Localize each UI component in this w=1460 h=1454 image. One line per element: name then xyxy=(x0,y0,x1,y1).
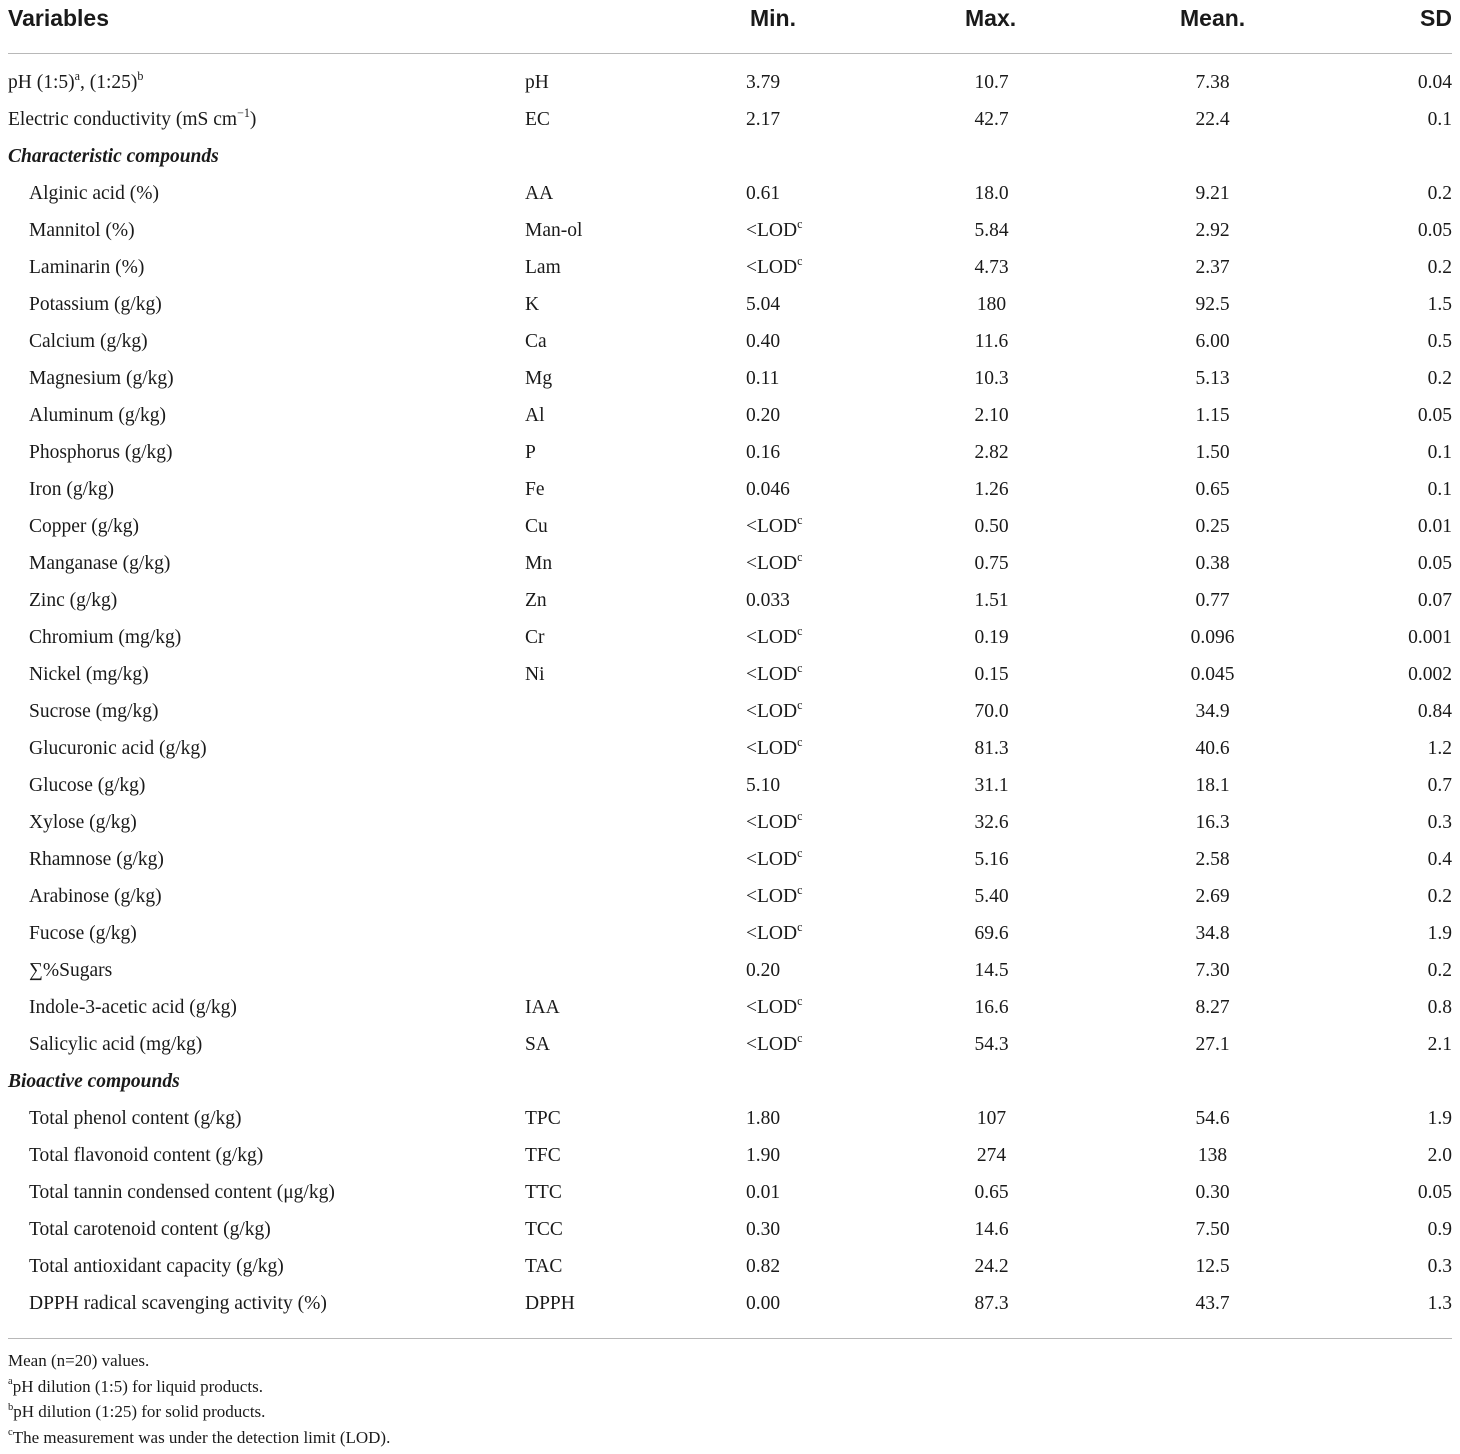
min-value: $<LOD^c$ xyxy=(746,882,803,907)
sd-value: 0.2 xyxy=(1427,368,1452,389)
max-value: 1.51 xyxy=(974,590,1009,611)
max-value: 87.3 xyxy=(974,1293,1009,1314)
min-value: 0.11 xyxy=(746,368,780,389)
min-value: 0.40 xyxy=(746,331,781,352)
max-value: 54.3 xyxy=(974,1034,1009,1055)
variable-abbreviation: TTC xyxy=(525,1182,562,1203)
max-value: 2.10 xyxy=(974,405,1009,426)
variable-name: Indole-3-acetic acid (g/kg) xyxy=(29,997,237,1018)
variable-abbreviation: Cu xyxy=(525,516,548,537)
table-row xyxy=(0,1212,1460,1249)
max-value: 70.0 xyxy=(974,701,1009,722)
mean-value: 92.5 xyxy=(1195,294,1230,315)
sd-value: 0.4 xyxy=(1427,849,1452,870)
footnote-mark: c xyxy=(8,1427,13,1439)
lod-footnote-mark: c xyxy=(797,845,803,860)
sd-value: 0.001 xyxy=(1408,627,1452,648)
section-characteristic-title: Characteristic compounds xyxy=(8,146,219,167)
table-row xyxy=(0,65,1460,102)
table-row xyxy=(0,879,1460,916)
mean-value: 18.1 xyxy=(1195,775,1230,796)
max-value: 10.3 xyxy=(974,368,1009,389)
variable-name: Mannitol (%) xyxy=(29,220,135,241)
lod-footnote-mark: c xyxy=(797,882,803,897)
variable-name: Nickel (mg/kg) xyxy=(29,664,149,685)
max-value: 5.16 xyxy=(974,849,1009,870)
min-value: $<LOD^c$ xyxy=(746,253,803,278)
min-value: $<LOD^c$ xyxy=(746,512,803,537)
sd-value: 2.1 xyxy=(1427,1034,1452,1055)
table-row xyxy=(0,1101,1460,1138)
variable-name: Laminarin (%) xyxy=(29,257,145,278)
header-sd: SD xyxy=(1420,5,1452,31)
mean-value: 5.13 xyxy=(1195,368,1230,389)
variable-name: Glucuronic acid (g/kg) xyxy=(29,738,207,759)
sd-value: 0.8 xyxy=(1427,997,1452,1018)
table-row xyxy=(0,1027,1460,1064)
min-value: 0.01 xyxy=(746,1182,781,1203)
lod-footnote-mark: c xyxy=(797,512,803,527)
mean-value: 7.30 xyxy=(1195,960,1230,981)
table-row xyxy=(0,694,1460,731)
variable-name: Alginic acid (%) xyxy=(29,183,159,204)
max-value: 107 xyxy=(976,1108,1007,1129)
mean-value: 27.1 xyxy=(1195,1034,1230,1055)
table-row xyxy=(0,287,1460,324)
footnote-mark: a xyxy=(74,68,80,83)
table-bottom-divider xyxy=(8,1338,1452,1339)
min-value: 3.79 xyxy=(746,72,781,93)
variable-name: Calcium (g/kg) xyxy=(29,331,148,352)
max-value: 14.6 xyxy=(974,1219,1009,1240)
mean-value: 43.7 xyxy=(1195,1293,1230,1314)
variable-abbreviation: Ni xyxy=(525,664,545,685)
variable-name: Aluminum (g/kg) xyxy=(29,405,167,426)
mean-value: 22.4 xyxy=(1195,109,1230,130)
table-row xyxy=(0,1175,1460,1212)
lod-footnote-mark: c xyxy=(797,216,803,231)
min-value: $<LOD^c$ xyxy=(746,549,803,574)
variable-abbreviation: Zn xyxy=(525,590,547,611)
mean-value: 6.00 xyxy=(1195,331,1230,352)
variable-name: Salicylic acid (mg/kg) xyxy=(29,1034,203,1055)
mean-value: 0.096 xyxy=(1190,627,1235,648)
variable-abbreviation: Man-ol xyxy=(525,220,583,241)
section-bioactive xyxy=(0,1064,1460,1101)
sd-value: 0.3 xyxy=(1427,812,1452,833)
sd-value: 1.3 xyxy=(1427,1293,1452,1314)
mean-value: 1.50 xyxy=(1195,442,1230,463)
variable-abbreviation: DPPH xyxy=(525,1293,575,1314)
variable-abbreviation: EC xyxy=(525,109,550,130)
table-row xyxy=(0,213,1460,250)
footnote-mark: b xyxy=(8,1401,14,1413)
table-row xyxy=(0,102,1460,139)
variable-name: Total carotenoid content (g/kg) xyxy=(29,1219,271,1240)
table-row xyxy=(0,768,1460,805)
sd-value: 0.9 xyxy=(1427,1219,1452,1240)
variable-name: Electric conductivity (mS $cm^{-1}$) xyxy=(8,105,257,130)
min-value: 0.30 xyxy=(746,1219,781,1240)
table-row xyxy=(0,472,1460,509)
mean-value: 7.50 xyxy=(1195,1219,1230,1240)
lod-footnote-mark: c xyxy=(797,919,803,934)
table-row xyxy=(0,435,1460,472)
variable-abbreviation: Mg xyxy=(525,368,553,389)
variable-abbreviation: IAA xyxy=(525,997,560,1018)
table-row xyxy=(0,546,1460,583)
footnote-mark: a xyxy=(8,1376,13,1388)
max-value: 31.1 xyxy=(974,775,1009,796)
variable-name: Iron (g/kg) xyxy=(29,479,115,500)
lod-footnote-mark: c xyxy=(797,660,803,675)
max-value: 0.50 xyxy=(974,516,1009,537)
variable-abbreviation: Ca xyxy=(525,331,547,352)
footnote: $^b$pH dilution (1:25) for solid products. xyxy=(8,1401,266,1421)
mean-value: 2.37 xyxy=(1195,257,1230,278)
mean-value: 54.6 xyxy=(1195,1108,1230,1129)
mean-value: 40.6 xyxy=(1195,738,1230,759)
sd-value: 0.05 xyxy=(1417,405,1452,426)
variable-abbreviation: pH xyxy=(525,72,549,93)
variable-abbreviation: Mn xyxy=(525,553,553,574)
variable-name: Fucose (g/kg) xyxy=(29,923,137,944)
footnotes xyxy=(8,1348,1452,1450)
max-value: 69.6 xyxy=(974,923,1009,944)
min-value: 0.20 xyxy=(746,960,781,981)
min-value: $<LOD^c$ xyxy=(746,660,803,685)
min-value: 1.80 xyxy=(746,1108,781,1129)
min-value: $<LOD^c$ xyxy=(746,1030,803,1055)
variable-name: DPPH radical scavenging activity (%) xyxy=(29,1293,327,1314)
variable-name: Total phenol content (g/kg) xyxy=(29,1108,242,1129)
sd-value: 1.9 xyxy=(1427,923,1452,944)
min-value: 1.90 xyxy=(746,1145,781,1166)
table-header xyxy=(0,0,1460,38)
sd-value: 1.2 xyxy=(1427,738,1452,759)
max-value: 11.6 xyxy=(974,331,1009,352)
variable-name: Magnesium (g/kg) xyxy=(29,368,174,389)
variable-name: Sucrose (mg/kg) xyxy=(29,701,159,722)
section-characteristic xyxy=(0,139,1460,176)
mean-value: 0.30 xyxy=(1195,1182,1230,1203)
sd-value: 0.2 xyxy=(1427,183,1452,204)
table-row xyxy=(0,953,1460,990)
min-value: $<LOD^c$ xyxy=(746,623,803,648)
lod-footnote-mark: c xyxy=(797,697,803,712)
table-row xyxy=(0,1138,1460,1175)
min-value: 0.20 xyxy=(746,405,781,426)
sd-value: 1.9 xyxy=(1427,1108,1452,1129)
max-value: 0.75 xyxy=(974,553,1009,574)
variable-name: Zinc (g/kg) xyxy=(29,590,118,611)
mean-value: 9.21 xyxy=(1195,183,1230,204)
variable-name: Total flavonoid content (g/kg) xyxy=(29,1145,264,1166)
table-row xyxy=(0,583,1460,620)
variable-name: Total antioxidant capacity (g/kg) xyxy=(29,1256,284,1277)
sd-value: 0.3 xyxy=(1427,1256,1452,1277)
lod-footnote-mark: c xyxy=(797,549,803,564)
mean-value: 1.15 xyxy=(1195,405,1230,426)
variable-name: Glucose (g/kg) xyxy=(29,775,146,796)
sd-value: 0.002 xyxy=(1408,664,1452,685)
mean-value: 7.38 xyxy=(1195,72,1230,93)
lod-footnote-mark: c xyxy=(797,808,803,823)
variable-name: Chromium (mg/kg) xyxy=(29,627,182,648)
footnote-mark: b xyxy=(137,68,144,83)
table-row xyxy=(0,805,1460,842)
lod-footnote-mark: c xyxy=(797,1030,803,1045)
min-value: $<LOD^c$ xyxy=(746,845,803,870)
variable-name: Arabinose (g/kg) xyxy=(29,886,162,907)
min-value: 0.61 xyxy=(746,183,781,204)
lod-footnote-mark: c xyxy=(797,993,803,1008)
mean-value: 0.38 xyxy=(1195,553,1230,574)
sd-value: 0.7 xyxy=(1427,775,1452,796)
sd-value: 0.84 xyxy=(1417,701,1452,722)
sd-value: 0.2 xyxy=(1427,886,1452,907)
table-row xyxy=(0,916,1460,953)
min-value: $<LOD^c$ xyxy=(746,808,803,833)
sd-value: 2.0 xyxy=(1427,1145,1452,1166)
table-row xyxy=(0,657,1460,694)
variable-name: Xylose (g/kg) xyxy=(29,812,137,833)
max-value: 2.82 xyxy=(974,442,1009,463)
variable-abbreviation: Fe xyxy=(525,479,545,500)
variable-abbreviation: TPC xyxy=(525,1108,561,1129)
variable-name: Potassium (g/kg) xyxy=(29,294,162,315)
mean-value: 8.27 xyxy=(1195,997,1230,1018)
variable-name: Total tannin condensed content (μg/kg) xyxy=(29,1182,335,1203)
table-row xyxy=(0,176,1460,213)
min-value: 0.16 xyxy=(746,442,781,463)
max-value: 1.26 xyxy=(974,479,1009,500)
variable-abbreviation: AA xyxy=(525,183,554,204)
variable-name: Copper (g/kg) xyxy=(29,516,139,537)
variable-abbreviation: TCC xyxy=(525,1219,563,1240)
footnote: $^c$The measurement was under the detection limit (LOD). xyxy=(8,1427,391,1447)
mean-value: 2.92 xyxy=(1195,220,1230,241)
sd-value: 0.1 xyxy=(1427,442,1452,463)
table-row xyxy=(0,842,1460,879)
min-value: 0.046 xyxy=(746,479,790,500)
header-min: Min. xyxy=(750,5,796,31)
table-row xyxy=(0,1249,1460,1286)
mean-value: 138 xyxy=(1197,1145,1228,1166)
min-value: 0.00 xyxy=(746,1293,781,1314)
lod-footnote-mark: c xyxy=(797,623,803,638)
sd-value: 0.04 xyxy=(1417,72,1452,93)
variable-name: Rhamnose (g/kg) xyxy=(29,849,164,870)
min-value: 5.04 xyxy=(746,294,781,315)
table-row xyxy=(0,1286,1460,1323)
min-value: 2.17 xyxy=(746,109,781,130)
section-bioactive-title: Bioactive compounds xyxy=(8,1071,180,1092)
table-row xyxy=(0,324,1460,361)
table-row xyxy=(0,509,1460,546)
footnote: Mean (n=20) values. xyxy=(8,1351,150,1370)
mean-value: 0.25 xyxy=(1195,516,1230,537)
sd-value: 1.5 xyxy=(1427,294,1452,315)
table-row xyxy=(0,990,1460,1027)
variable-abbreviation: Cr xyxy=(525,627,545,648)
min-value: $<LOD^c$ xyxy=(746,919,803,944)
mean-value: 34.9 xyxy=(1195,701,1230,722)
min-value: $<LOD^c$ xyxy=(746,216,803,241)
variable-abbreviation: P xyxy=(525,442,536,463)
mean-value: 2.69 xyxy=(1195,886,1230,907)
max-value: 81.3 xyxy=(974,738,1009,759)
max-value: 42.7 xyxy=(974,109,1009,130)
variable-abbreviation: TFC xyxy=(525,1145,561,1166)
sd-value: 0.01 xyxy=(1417,516,1452,537)
max-value: 32.6 xyxy=(974,812,1009,833)
sd-value: 0.1 xyxy=(1427,109,1452,130)
variable-name: ∑%Sugars xyxy=(29,960,113,981)
mean-value: 12.5 xyxy=(1195,1256,1230,1277)
variable-name: Manganase (g/kg) xyxy=(29,553,171,574)
min-value: 5.10 xyxy=(746,775,781,796)
min-value: $<LOD^c$ xyxy=(746,697,803,722)
sd-value: 0.1 xyxy=(1427,479,1452,500)
max-value: 16.6 xyxy=(974,997,1009,1018)
mean-value: 34.8 xyxy=(1195,923,1230,944)
variable-name: Phosphorus (g/kg) xyxy=(29,442,173,463)
header-max: Max. xyxy=(965,5,1017,31)
min-value: $<LOD^c$ xyxy=(746,734,803,759)
lod-footnote-mark: c xyxy=(797,253,803,268)
max-value: 4.73 xyxy=(974,257,1009,278)
sd-value: 0.05 xyxy=(1417,220,1452,241)
mean-value: 16.3 xyxy=(1195,812,1230,833)
max-value: 0.15 xyxy=(974,664,1009,685)
header-variables: Variables xyxy=(8,5,110,31)
table-row xyxy=(0,731,1460,768)
sd-value: 0.2 xyxy=(1427,960,1452,981)
variable-abbreviation: TAC xyxy=(525,1256,563,1277)
max-value: 180 xyxy=(976,294,1007,315)
variable-name: pH (1:5)$^a$, (1:25)$^b$ xyxy=(8,68,144,93)
mean-value: 0.65 xyxy=(1195,479,1230,500)
sd-value: 0.2 xyxy=(1427,257,1452,278)
variable-abbreviation: Al xyxy=(525,405,545,426)
max-value: 18.0 xyxy=(974,183,1009,204)
sd-value: 0.07 xyxy=(1417,590,1452,611)
variable-abbreviation: SA xyxy=(525,1034,550,1055)
mean-value: 0.045 xyxy=(1190,664,1235,685)
mean-value: 0.77 xyxy=(1195,590,1230,611)
max-value: 14.5 xyxy=(974,960,1009,981)
max-value: 0.19 xyxy=(974,627,1009,648)
table-row xyxy=(0,361,1460,398)
mean-value: 2.58 xyxy=(1195,849,1230,870)
max-value: 5.40 xyxy=(974,886,1009,907)
max-value: 10.7 xyxy=(974,72,1009,93)
max-value: 274 xyxy=(976,1145,1007,1166)
table-row xyxy=(0,398,1460,435)
variable-abbreviation: Lam xyxy=(525,257,561,278)
max-value: 0.65 xyxy=(974,1182,1009,1203)
min-value: 0.82 xyxy=(746,1256,781,1277)
sd-value: 0.05 xyxy=(1417,1182,1452,1203)
sd-value: 0.05 xyxy=(1417,553,1452,574)
footnote-mark: −1 xyxy=(237,105,250,120)
max-value: 24.2 xyxy=(974,1256,1009,1277)
lod-footnote-mark: c xyxy=(797,734,803,749)
table-row xyxy=(0,250,1460,287)
min-value: $<LOD^c$ xyxy=(746,993,803,1018)
min-value: 0.033 xyxy=(746,590,790,611)
table-row xyxy=(0,620,1460,657)
header-mean: Mean. xyxy=(1180,5,1246,31)
variable-abbreviation: K xyxy=(525,294,540,315)
max-value: 5.84 xyxy=(974,220,1009,241)
sd-value: 0.5 xyxy=(1427,331,1452,352)
footnote: $^a$pH dilution (1:5) for liquid products. xyxy=(8,1376,263,1396)
header-divider xyxy=(8,53,1452,54)
